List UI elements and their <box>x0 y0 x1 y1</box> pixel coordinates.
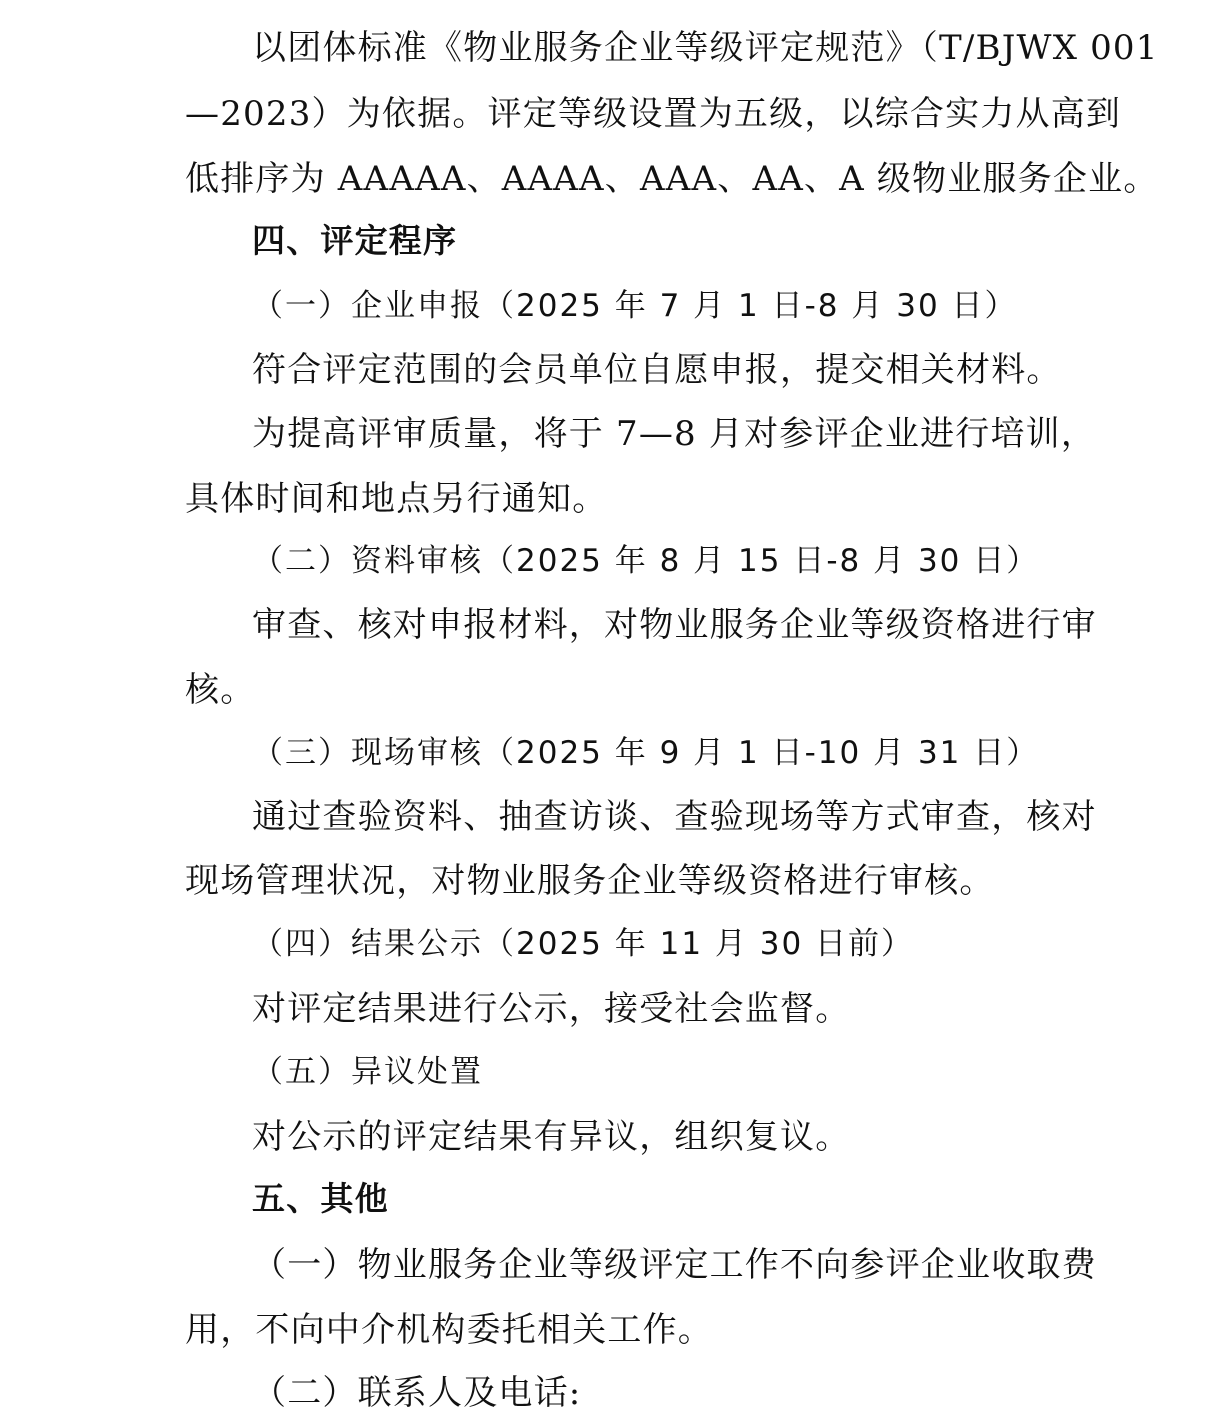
paragraph-line-training: 为提高评审质量，将于 7—8 月对参评企业进行培训， <box>252 414 1097 454</box>
subheading-onsite-review: （三）现场审核（2025 年 9 月 1 日-10 月 31 日） <box>252 735 1040 771</box>
paragraph-line-onsite-review: 通过查验资料、抽查访谈、查验现场等方式审查，核对 <box>252 797 1097 837</box>
paragraph-line-no-agency: 用，不向中介机构委托相关工作。 <box>185 1310 713 1350</box>
paragraph-line-result-publicity: 对评定结果进行公示，接受社会监督。 <box>252 989 851 1029</box>
paragraph-line-training-notice: 具体时间和地点另行通知。 <box>185 479 608 519</box>
paragraph-line-standard-basis: 以团体标准《物业服务企业等级评定规范》（T/BJWX 001 <box>252 28 1159 68</box>
section-heading-evaluation-procedure: 四、评定程序 <box>252 221 458 260</box>
paragraph-line-document-review-end: 核。 <box>185 670 256 710</box>
paragraph-line-objection-handling: 对公示的评定结果有异议，组织复议。 <box>252 1117 851 1157</box>
paragraph-line-grade-order: 低排序为 AAAAA、AAAA、AAA、AA、A 级物业服务企业。 <box>185 159 1159 199</box>
subheading-objection-handling: （五）异议处置 <box>252 1054 483 1090</box>
subheading-document-review: （二）资料审核（2025 年 8 月 15 日-8 月 30 日） <box>252 543 1040 579</box>
paragraph-line-voluntary-application: 符合评定范围的会员单位自愿申报，提交相关材料。 <box>252 350 1062 390</box>
subheading-result-publicity: （四）结果公示（2025 年 11 月 30 日前） <box>252 926 915 962</box>
paragraph-line-onsite-review-end: 现场管理状况，对物业服务企业等级资格进行审核。 <box>185 861 995 901</box>
paragraph-line-contact: （二）联系人及电话: <box>252 1373 582 1413</box>
paragraph-line-no-fee: （一）物业服务企业等级评定工作不向参评企业收取费 <box>252 1245 1097 1285</box>
section-heading-other: 五、其他 <box>252 1179 389 1218</box>
paragraph-line-document-review: 审查、核对申报材料，对物业服务企业等级资格进行审 <box>252 605 1097 645</box>
paragraph-line-grade-setting: —2023）为依据。评定等级设置为五级，以综合实力从高到 <box>185 94 1122 134</box>
subheading-enterprise-application: （一）企业申报（2025 年 7 月 1 日-8 月 30 日） <box>252 288 1018 324</box>
